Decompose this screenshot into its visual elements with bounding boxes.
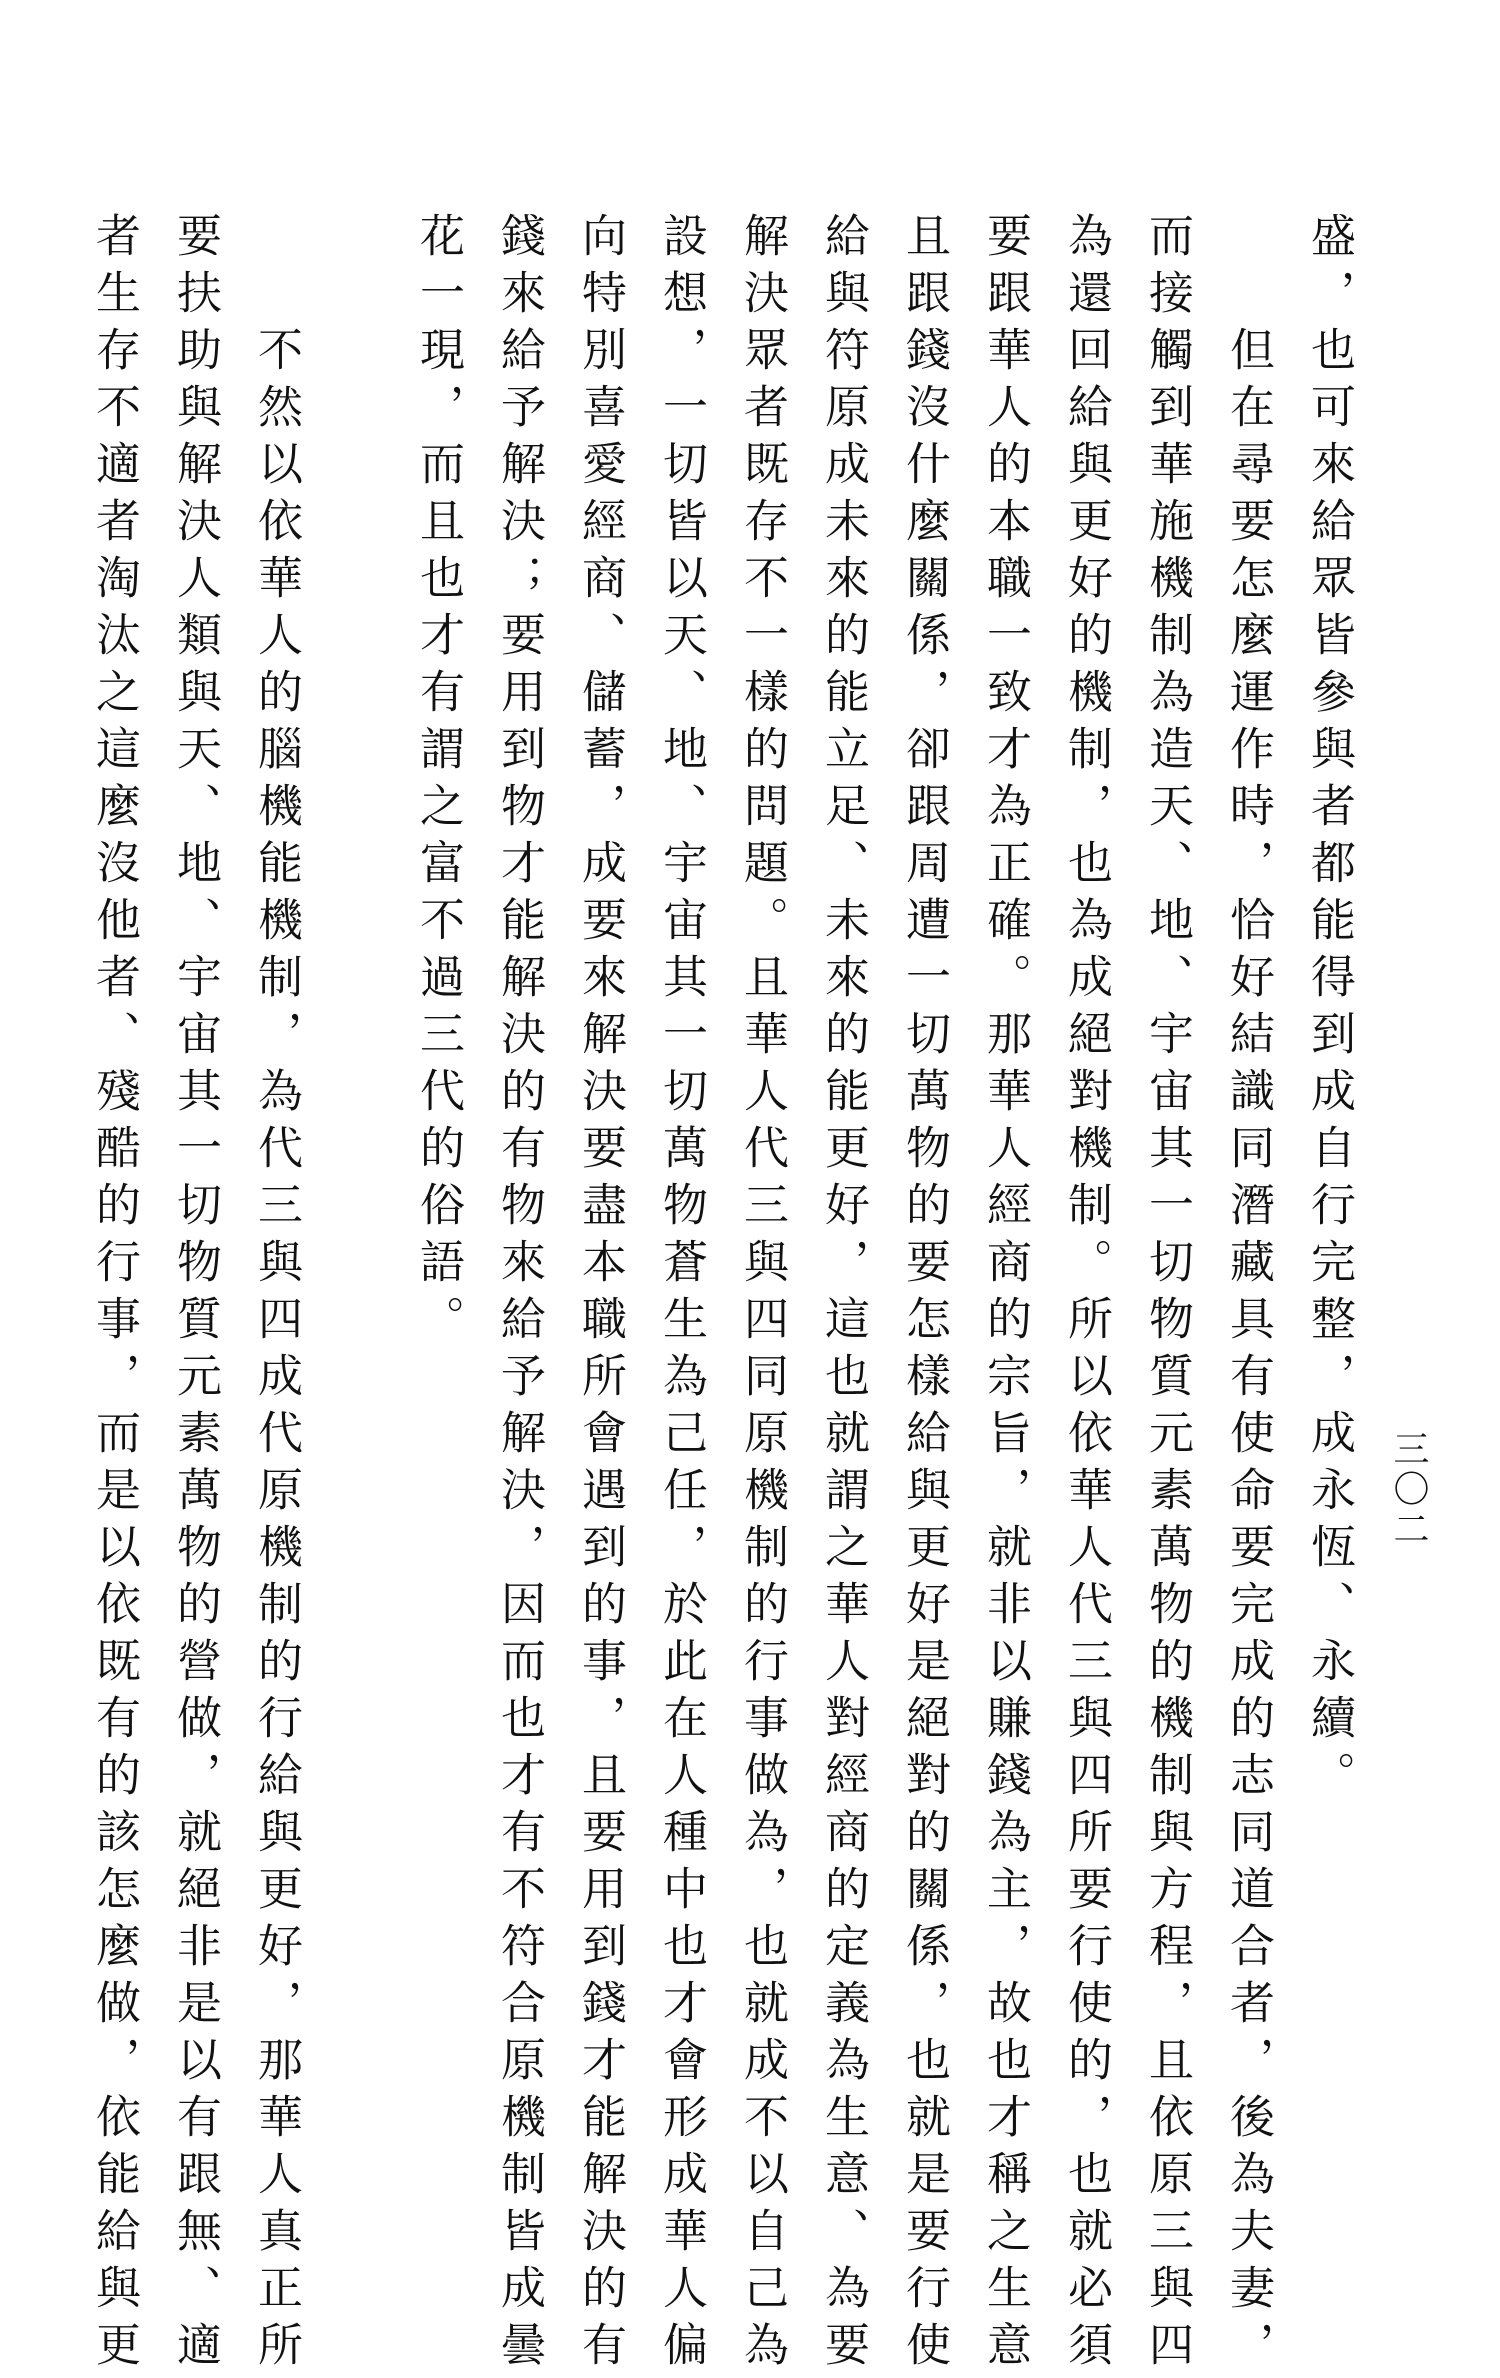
text-column: 設想，一切皆以天、地、宇宙其一切萬物蒼生為己任，於此在人種中也才會形成華人偏 <box>655 212 708 2378</box>
text-column <box>324 212 390 1972</box>
text-column: 要扶助與解決人類與天、地、宇宙其一切物質元素萬物的營做，就絕非是以有跟無、適 <box>169 212 222 2378</box>
text-column: 不然以依華人的腦機能機制，為代三與四成代原機制的行給與更好，那華人真正所 <box>250 326 303 2378</box>
text-column: 給與符原成未來的能立足、未來的能更好，這也就謂之華人對經商的定義為生意、為要 <box>817 212 870 2378</box>
page-number: 三〇二 <box>1388 1430 1429 1550</box>
text-column: 花一現，而且也才有謂之富不過三代的俗語。 <box>412 212 465 1352</box>
text-column: 要跟華人的本職一致才為正確。那華人經商的宗旨，就非以賺錢為主，故也才稱之生意 <box>979 212 1032 2378</box>
text-column: 向特別喜愛經商、儲蓄，成要來解決要盡本職所會遇到的事，且要用到錢才能解決的有 <box>574 212 627 2378</box>
text-column: 者生存不適者淘汰之這麼沒他者、殘酷的行事，而是以依既有的該怎麼做，依能給與更 <box>88 212 141 2378</box>
text-column: 錢來給予解決；要用到物才能解決的有物來給予解決，因而也才有不符合原機制皆成曇 <box>493 212 546 2378</box>
text-column: 但在尋要怎麼運作時，恰好結識同潛藏具有使命要完成的志同道合者，後為夫妻， <box>1222 326 1275 2378</box>
text-column: 為還回給與更好的機制，也為成絕對機制。所以依華人代三與四所要行使的，也就必須 <box>1060 212 1113 2378</box>
text-column: 盛，也可來給眾皆參與者都能得到成自行完整，成永恆、永續。 <box>1303 212 1356 1808</box>
text-column: 而接觸到華施機制為造天、地、宇宙其一切物質元素萬物的機制與方程，且依原三與四 <box>1141 212 1194 2378</box>
text-column: 且跟錢沒什麼關係，卻跟周遭一切萬物的要怎樣給與更好是絕對的關係，也就是要行使 <box>898 212 951 2378</box>
text-column: 解決眾者既存不一樣的問題。且華人代三與四同原機制的行事做為，也就成不以自己為 <box>736 212 789 2378</box>
